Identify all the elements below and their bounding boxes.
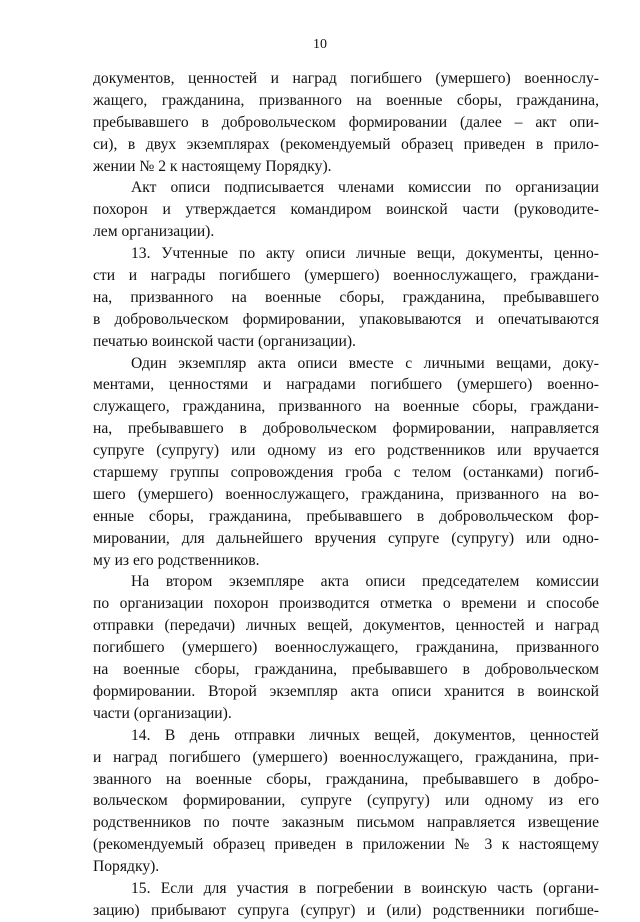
text-line: 15. Если для участия в погребении в воинскую часть (органи- <box>131 879 599 897</box>
text-line: На втором экземпляре акта описи председателем комиссии <box>131 573 599 591</box>
text-line: мировании, для дальнейшего вручения супруге (супругу) или одно- <box>93 529 599 547</box>
text-line: 13. Учтенные по акту описи личные вещи, документы, ценно- <box>131 245 599 263</box>
text-line: ментами, ценностями и наградами погибшего (умершего) военно- <box>93 376 599 394</box>
text-line: на, пребывавшего в добровольческом формировании, направляется <box>93 420 599 438</box>
text-line: жащего, гражданина, призванного на военные сборы, гражданина, <box>93 91 599 109</box>
text-line: формировании. Второй экземпляр акта описи хранится в воинской <box>93 682 599 700</box>
text-line: супруге (супругу) или одному из его родственников или вручается <box>93 442 599 460</box>
text-line: званного на военные сборы, гражданина, пребывавшего в добро- <box>93 770 599 788</box>
text-line: на, призванного на военные сборы, гражданина, пребывавшего <box>93 288 599 306</box>
text-line: му из его родственников. <box>93 551 260 569</box>
text-line: погибшего (умершего) военнослужащего, гражданина, призванного <box>93 639 599 657</box>
page-number: 10 <box>313 37 327 52</box>
text-line: 14. В день отправки личных вещей, документов, ценностей <box>131 726 599 744</box>
text-line: в добровольческом формировании, упаковываются и опечатываются <box>93 310 599 328</box>
text-line: и наград погибшего (умершего) военнослужащего, гражданина, при- <box>93 748 599 766</box>
text-line: енные сборы, гражданина, пребывавшего в добровольческом фор- <box>93 507 599 525</box>
body-text <box>93 68 599 922</box>
text-line: документов, ценностей и наград погибшего (умершего) военнослу- <box>93 70 599 87</box>
text-line: печатью воинской части (организации). <box>93 332 356 350</box>
text-line: сти и награды погибшего (умершего) военнослужащего, граждани- <box>93 267 599 285</box>
text-line: похорон и утверждается командиром воинской части (руководите- <box>93 201 599 219</box>
text-line: си), в двух экземплярах (рекомендуемый образец приведен в прило- <box>93 135 599 153</box>
text-line: отправки (передачи) личных вещей, документов, ценностей и наград <box>93 617 599 635</box>
text-line: на военные сборы, гражданина, пребывавшего в добровольческом <box>93 661 599 679</box>
text-line: по организации похорон производится отметка о времени и способе <box>93 595 599 613</box>
text-line: пребывавшего в добровольческом формировании (далее – акт опи- <box>93 113 599 131</box>
text-line: Акт описи подписывается членами комиссии по организации <box>131 179 599 197</box>
text-line: Порядку). <box>93 858 160 876</box>
text-line: шего (умершего) военнослужащего, гражданина, призванного на во- <box>93 485 599 503</box>
text-line: родственников по почте заказным письмом направляется извещение <box>93 814 599 832</box>
text-line: (рекомендуемый образец приведен в приложении № 3 к настоящему <box>93 836 599 854</box>
text-line: зацию) прибывают супруга (супруг) и (или) родственники погибше- <box>93 901 599 919</box>
text-line: жении № 2 к настоящему Порядку). <box>93 157 332 175</box>
text-line: части (организации). <box>93 704 232 722</box>
text-line: старшему группы сопровождения гроба с телом (останками) погиб- <box>93 464 599 482</box>
text-line: Один экземпляр акта описи вместе с личными вещами, доку- <box>131 354 599 372</box>
text-line: лем организации). <box>93 223 215 241</box>
text-line: служащего, гражданина, призванного на военные сборы, граждани- <box>93 398 599 416</box>
text-line: вольческом формировании, супруге (супругу) или одному из его <box>93 792 599 810</box>
